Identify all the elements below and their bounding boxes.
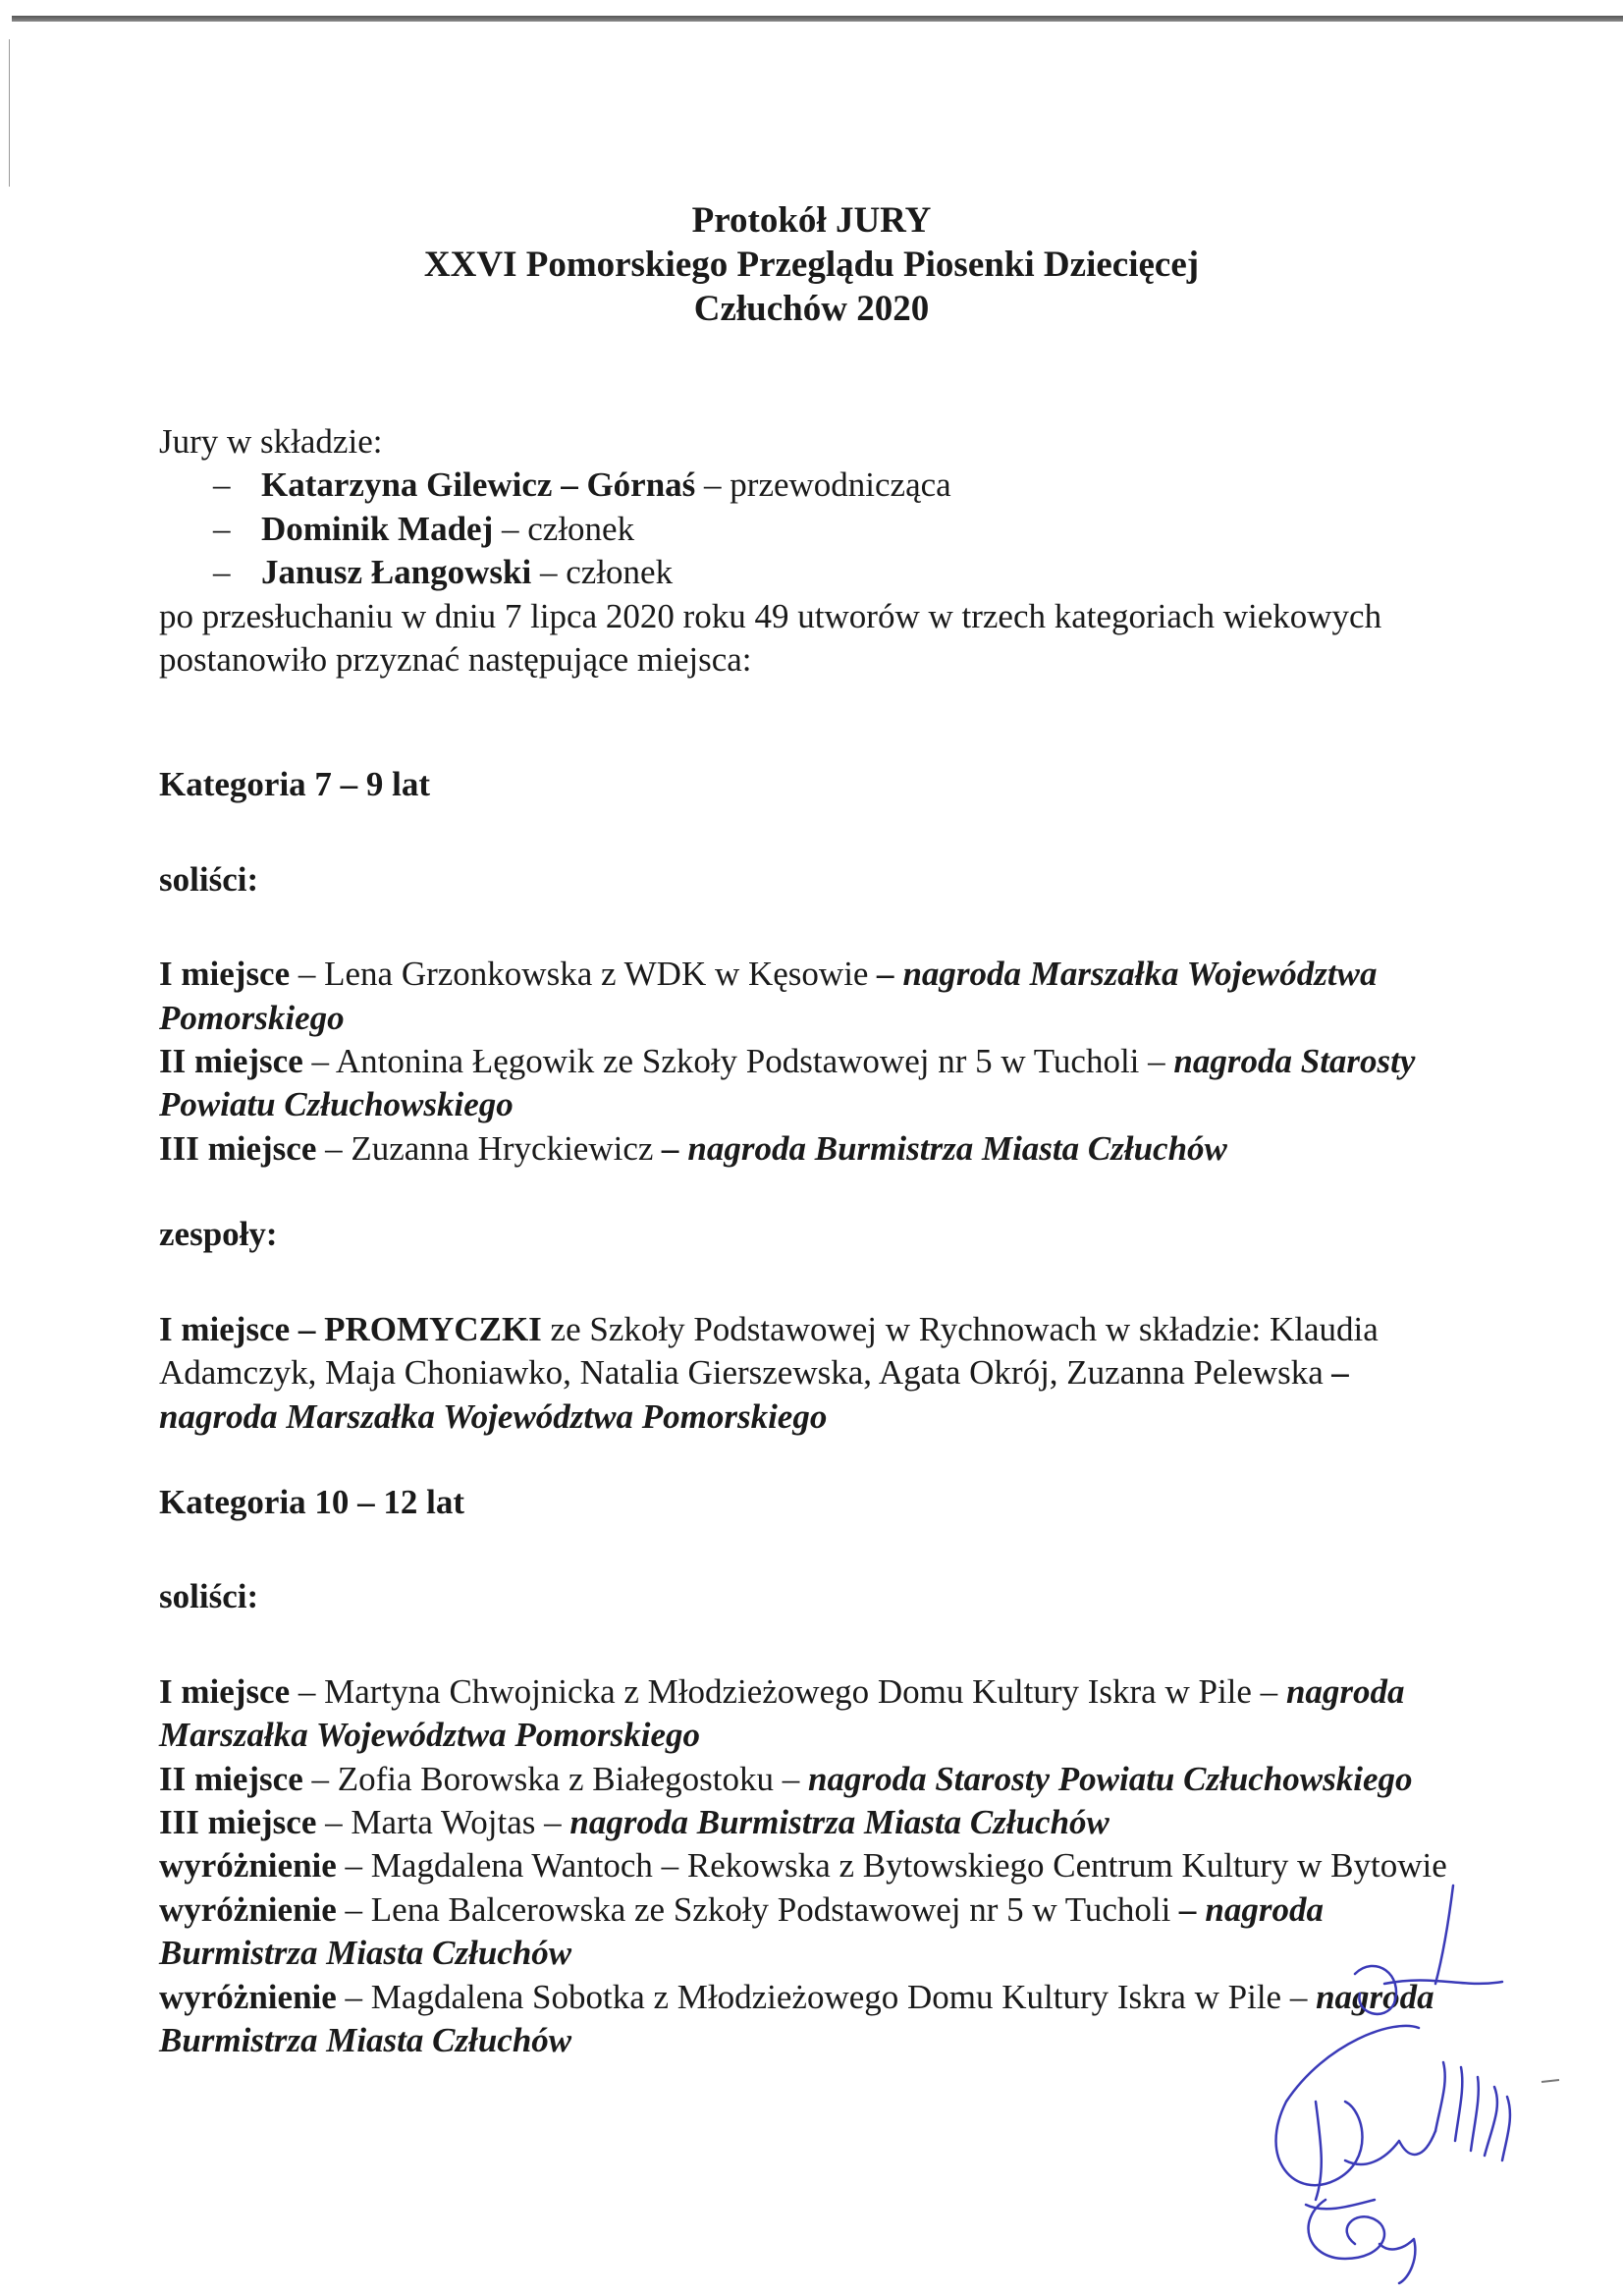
award-text: – Lena Grzonkowska z WDK w Kęsowie: [290, 955, 878, 994]
award-place: II miejsce: [159, 1042, 303, 1081]
award-text: – Zuzanna Hryckiewicz: [316, 1128, 663, 1168]
title-line-2: XXVI Pomorskiego Przeglądu Piosenki Dziecięcej: [423, 245, 1200, 285]
jury-statement: po przesłuchaniu w dniu 7 lipca 2020 roku 49 utworów w trzech kategoriach wiekowych postanowiło przyznać następujące miejsca:: [159, 596, 1382, 680]
jury-members-list: [159, 464, 1465, 594]
jury-member-role: – przewodnicząca: [695, 465, 951, 505]
award-text: – Magdalena Sobotka z Młodzieżowego Domu Kultury Iskra w Pile –: [336, 1977, 1317, 2016]
award-entry: [159, 1040, 1465, 1127]
award-entry: [159, 953, 1465, 1040]
award-entry: [159, 1127, 1465, 1171]
category-heading: Kategoria 10 – 12 lat: [159, 1482, 465, 1521]
award-entry: [159, 1801, 1465, 1844]
award-prize: – nagroda Burmistrza Miasta Człuchów: [662, 1128, 1227, 1168]
award-place: III miejsce: [159, 1128, 317, 1168]
award-text: – Magdalena Wantoch – Rekowska z Bytowskiego Centrum Kultury w Bytowie: [336, 1846, 1447, 1886]
award-place: wyróżnienie: [159, 1977, 337, 2016]
jury-member: [159, 508, 1465, 551]
award-prize: nagroda Starosty Powiatu Człuchowskiego: [807, 1759, 1413, 1798]
jury-member-name: Dominik Madej: [261, 509, 494, 548]
award-prize: nagroda Burmistrza Miasta Człuchów: [159, 1977, 1434, 2059]
list-dash: –: [213, 509, 231, 548]
award-entry: [159, 1670, 1465, 1758]
jury-member: [159, 551, 1465, 594]
scan-top-border: [12, 16, 1623, 22]
award-text: – Lena Balcerowska ze Szkoły Podstawowej nr 5 w Tucholi: [336, 1889, 1180, 1929]
award-text: – Martyna Chwojnicka z Młodzieżowego Domu Kultury Iskra w Pile –: [290, 1671, 1286, 1711]
category-heading: Kategoria 7 – 9 lat: [159, 765, 431, 804]
award-prize: – nagroda Marszałka Województwa Pomorskiego: [159, 955, 1378, 1037]
jury-intro: Jury w składzie:: [159, 422, 383, 461]
title-line-3: Człuchów 2020: [693, 289, 930, 329]
award-prize: – nagroda Marszałka Województwa Pomorskiego: [159, 1353, 1349, 1436]
list-dash: –: [213, 553, 231, 592]
jury-member-name: Katarzyna Gilewicz – Górnaś: [261, 465, 696, 505]
award-text: ze Szkoły Podstawowej w Rychnowach w składzie: Klaudia Adamczyk, Maja Choniawko, Natalia Gierszewska, Agata Okrój, Zuzanna Pelewska: [159, 1309, 1379, 1393]
award-text: – Zofia Borowska z Białegostoku –: [302, 1759, 808, 1798]
handwritten-signature: [1208, 1866, 1600, 2288]
award-place: wyróżnienie: [159, 1889, 337, 1929]
award-prize: nagroda Starosty Powiatu Człuchowskiego: [159, 1042, 1416, 1124]
award-text: – Marta Wojtas –: [316, 1802, 570, 1841]
award-place: III miejsce: [159, 1802, 317, 1841]
jury-member: [159, 464, 1465, 507]
award-text: – Antonina Łęgowik ze Szkoły Podstawowej nr 5 w Tucholi –: [302, 1042, 1174, 1081]
jury-member-name: Janusz Łangowski: [261, 553, 532, 592]
title-line-1: Protokół JURY: [691, 200, 932, 241]
soloists-label: soliści:: [159, 1577, 259, 1616]
award-place: wyróżnienie: [159, 1846, 337, 1886]
award-place: I miejsce: [159, 955, 291, 994]
award-prize: – nagroda Burmistrza Miasta Człuchów: [159, 1889, 1324, 1973]
list-dash: –: [213, 465, 231, 505]
award-prize: nagroda Burmistrza Miasta Człuchów: [569, 1802, 1109, 1841]
award-place: I miejsce: [159, 1671, 291, 1711]
award-prize: nagroda Marszałka Województwa Pomorskiego: [159, 1671, 1405, 1755]
jury-member-role: – członek: [531, 553, 674, 592]
award-place: II miejsce: [159, 1759, 303, 1798]
document-body: [159, 420, 1465, 2062]
award-place: I miejsce – PROMYCZKI: [159, 1309, 542, 1348]
soloists-label: soliści:: [159, 859, 259, 899]
document-title: [0, 198, 1623, 331]
groups-label: zespoły:: [159, 1215, 278, 1254]
jury-member-role: – członek: [493, 509, 635, 548]
award-entry: [159, 1308, 1465, 1439]
award-entry: [159, 1758, 1465, 1801]
scan-left-edge: [9, 39, 10, 187]
